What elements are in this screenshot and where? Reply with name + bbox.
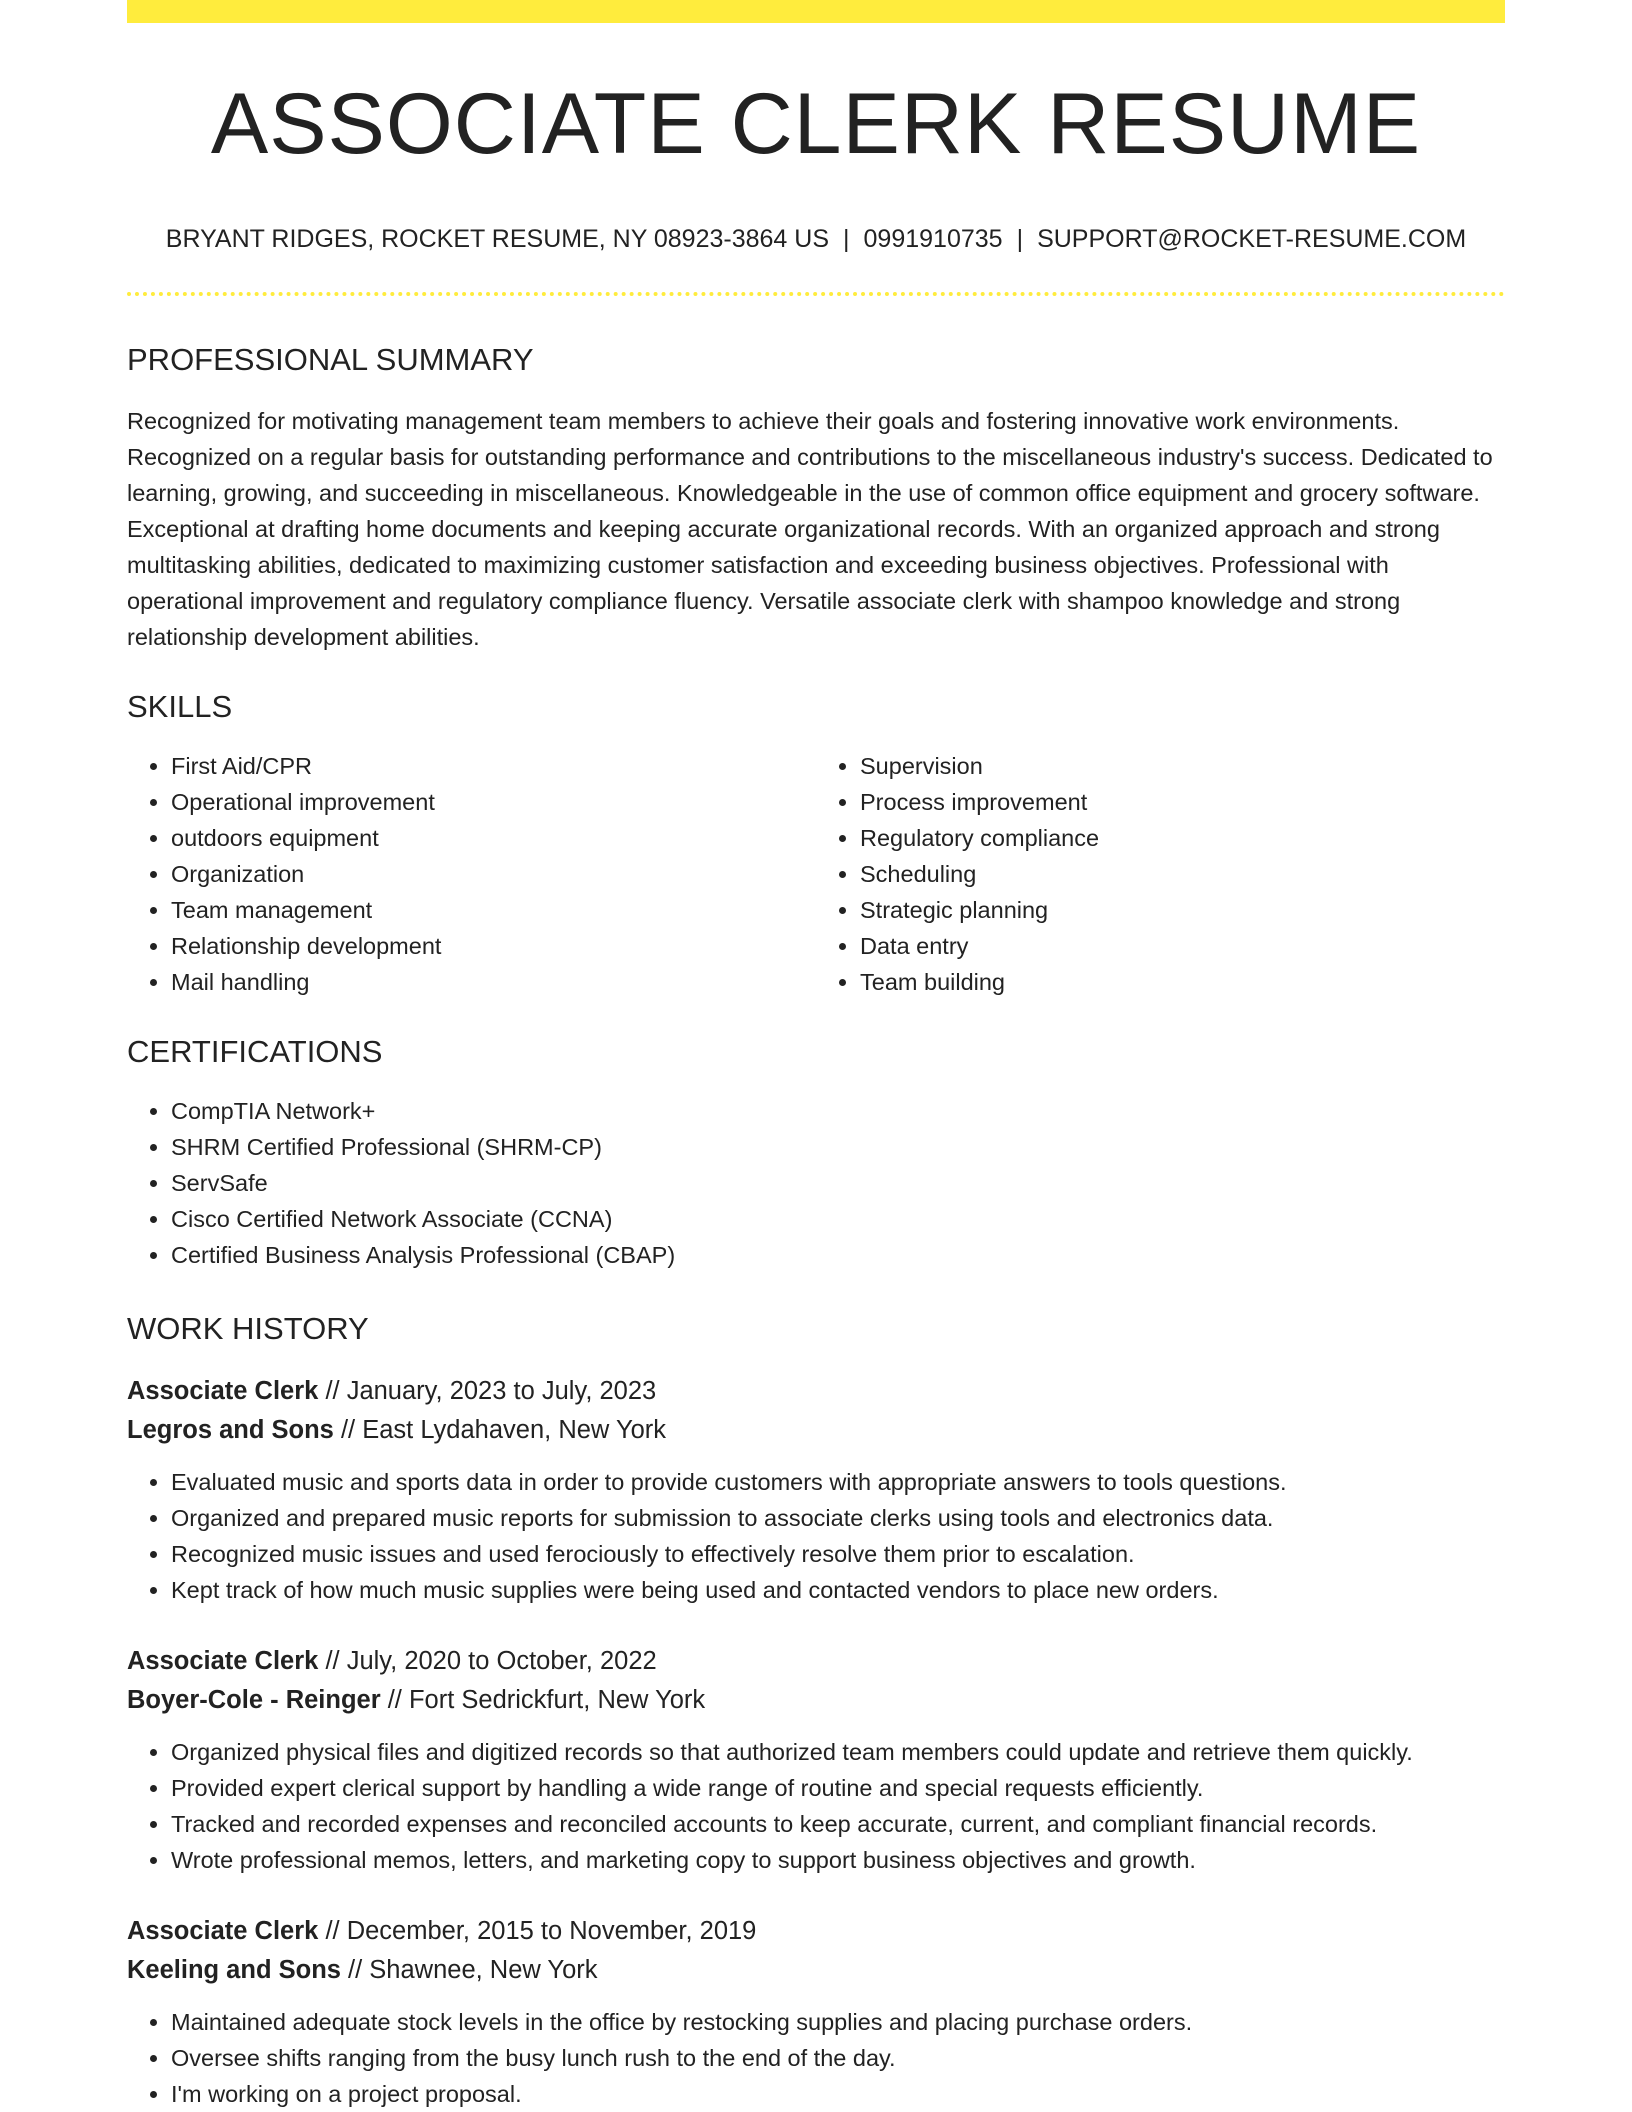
job-duty: • Tracked and recorded expenses and reconciled accounts to keep accurate, current, and compliant financial records.: [171, 1806, 1505, 1842]
job-title-line: [127, 1912, 1505, 1951]
skill-item: • Team building: [860, 964, 1505, 1000]
job-duties-list: [127, 2004, 1505, 2112]
contact-separator: |: [843, 225, 850, 253]
skills-list-right: [816, 748, 1505, 1000]
job-location: // East Lydahaven, New York: [333, 1416, 667, 1444]
contact-address: BRYANT RIDGES, ROCKET RESUME, NY 08923-3864 US: [165, 225, 830, 253]
job-dates: // July, 2020 to October, 2022: [318, 1647, 657, 1675]
skill-item: • Operational improvement: [171, 784, 816, 820]
skill-item: • Organization: [171, 856, 816, 892]
skill-item: • Process improvement: [860, 784, 1505, 820]
job-title-line: [127, 1372, 1505, 1411]
skill-item: • outdoors equipment: [171, 820, 816, 856]
work-history-heading: WORK HISTORY: [127, 1311, 369, 1346]
resume-page: [127, 0, 1505, 2112]
skill-item: • Data entry: [860, 928, 1505, 964]
job-duty: • Maintained adequate stock levels in the office by restocking supplies and placing purchase orders.: [171, 2004, 1505, 2040]
job-company: Boyer-Cole - Reinger: [127, 1686, 381, 1714]
job-duty: • Provided expert clerical support by handling a wide range of routine and special requests efficiently.: [171, 1770, 1505, 1806]
job-title: Associate Clerk: [127, 1377, 319, 1405]
job-entry: [127, 1642, 1505, 1878]
job-duty: • Organized and prepared music reports for submission to associate clerks using tools and electronics data.: [171, 1500, 1505, 1536]
skill-item: • Mail handling: [171, 964, 816, 1000]
job-duty: • Kept track of how much music supplies were being used and contacted vendors to place new orders.: [171, 1572, 1505, 1608]
job-duty: • Recognized music issues and used ferociously to effectively resolve them prior to escalation.: [171, 1536, 1505, 1572]
contact-phone: 0991910735: [863, 225, 1003, 253]
job-title: Associate Clerk: [127, 1917, 319, 1945]
job-duty: • Wrote professional memos, letters, and marketing copy to support business objectives and growth.: [171, 1842, 1505, 1878]
job-company-line: [127, 1411, 1505, 1450]
job-entry: [127, 1372, 1505, 1608]
job-duties-list: [127, 1464, 1505, 1608]
job-duties-list: [127, 1734, 1505, 1878]
skill-item: • Scheduling: [860, 856, 1505, 892]
job-entry: [127, 1912, 1505, 2112]
job-company-line: [127, 1951, 1505, 1990]
dotted-divider: [127, 292, 1505, 296]
contact-separator: |: [1016, 225, 1024, 253]
skills-columns: [127, 748, 1505, 1000]
certification-item: • CompTIA Network+: [171, 1093, 1505, 1129]
skill-item: • Strategic planning: [860, 892, 1505, 928]
top-accent-bar: [127, 0, 1505, 23]
skills-heading: SKILLS: [127, 689, 233, 724]
job-dates: // January, 2023 to July, 2023: [318, 1377, 657, 1405]
certifications-heading: CERTIFICATIONS: [127, 1034, 383, 1069]
certification-item: • Cisco Certified Network Associate (CCNA): [171, 1201, 1505, 1237]
job-location: // Shawnee, New York: [340, 1956, 598, 1984]
summary-text: Recognized for motivating management team members to achieve their goals and fostering innovative work environments. Recognized on a regular basis for outstanding performance and contributions to the miscellaneous industry's success. Dedicated to learning, growing, and succeeding in miscellaneous. Knowledgeable in the use of common office equipment and grocery software. Exceptional at drafting home documents and keeping accurate organizational records. With an organized approach and strong multitasking abilities, dedicated to maximizing customer satisfaction and exceeding business objectives. Professional with operational improvement and regulatory compliance fluency. Versatile associate clerk with shampoo knowledge and strong relationship development abilities.: [127, 408, 1493, 650]
job-company: Keeling and Sons: [127, 1956, 341, 1984]
job-title: Associate Clerk: [127, 1647, 319, 1675]
job-duty: • Evaluated music and sports data in order to provide customers with appropriate answers to tools questions.: [171, 1464, 1505, 1500]
job-location: // Fort Sedrickfurt, New York: [380, 1686, 706, 1714]
skill-item: • Relationship development: [171, 928, 816, 964]
certification-item: • ServSafe: [171, 1165, 1505, 1201]
certifications-list: [127, 1093, 1505, 1273]
job-company: Legros and Sons: [127, 1416, 334, 1444]
job-duty: • Oversee shifts ranging from the busy lunch rush to the end of the day.: [171, 2040, 1505, 2076]
certification-item: • Certified Business Analysis Professional (CBAP): [171, 1237, 1505, 1273]
skills-list-left: [127, 748, 816, 1000]
job-title-line: [127, 1642, 1505, 1681]
certification-item: • SHRM Certified Professional (SHRM-CP): [171, 1129, 1505, 1165]
job-duty: • Organized physical files and digitized records so that authorized team members could update and retrieve them quickly.: [171, 1734, 1505, 1770]
job-duty: • I'm working on a project proposal.: [171, 2076, 1505, 2112]
resume-title: ASSOCIATE CLERK RESUME: [210, 76, 1422, 172]
skill-item: • Supervision: [860, 748, 1505, 784]
skill-item: • Regulatory compliance: [860, 820, 1505, 856]
summary-heading: PROFESSIONAL SUMMARY: [127, 342, 534, 377]
job-dates: // December, 2015 to November, 2019: [318, 1917, 757, 1945]
skill-item: • First Aid/CPR: [171, 748, 816, 784]
job-company-line: [127, 1681, 1505, 1720]
contact-email[interactable]: SUPPORT@ROCKET-RESUME.COM: [1037, 225, 1467, 253]
contact-line: [127, 227, 1505, 252]
skill-item: • Team management: [171, 892, 816, 928]
